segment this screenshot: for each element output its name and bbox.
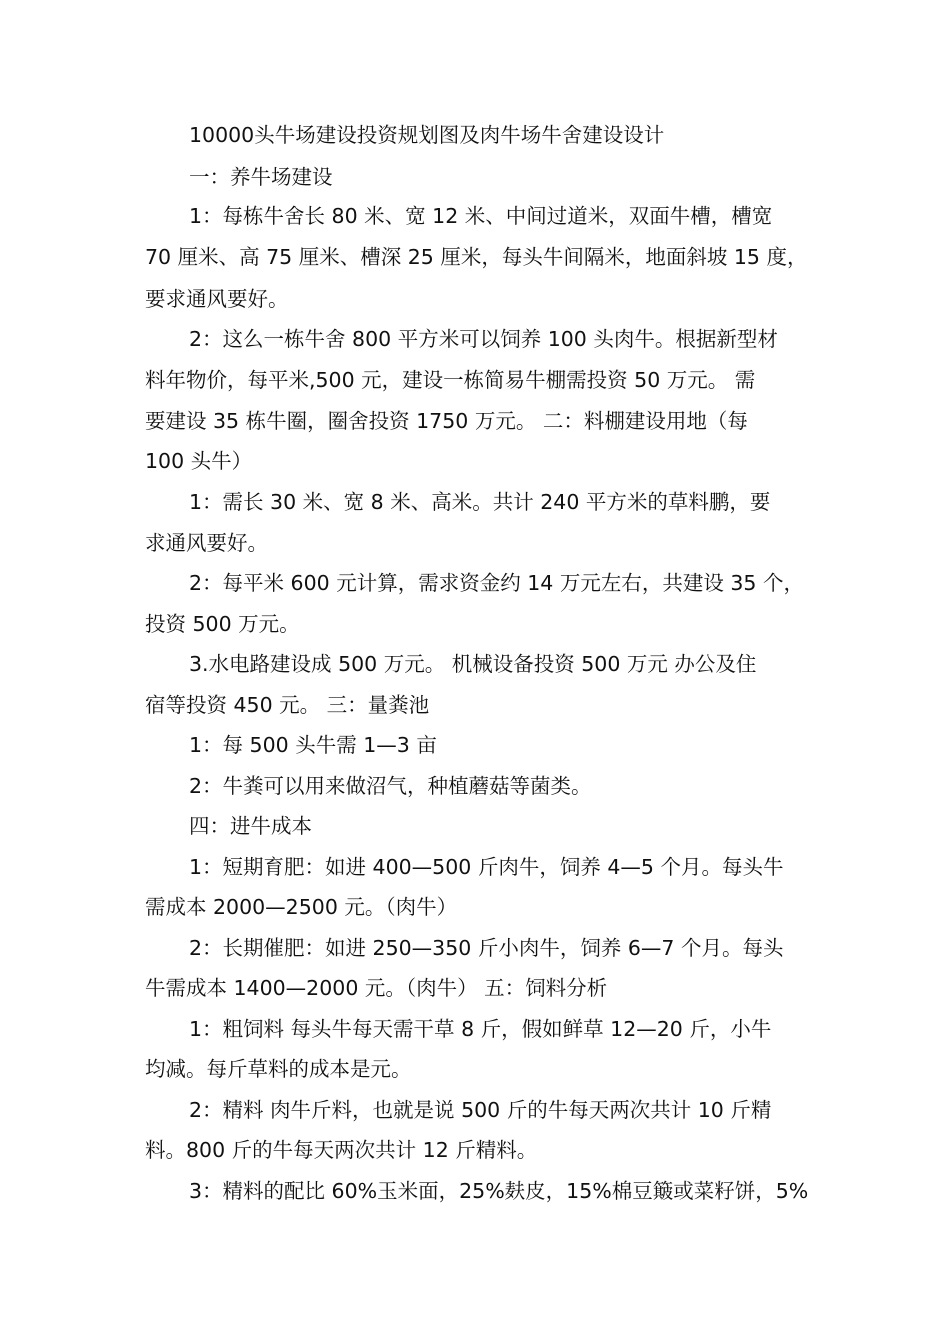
paragraph-line: 2：长期催肥：如进 250—350 斤小肉牛，饲养 6—7 个月。每头 bbox=[189, 936, 784, 960]
paragraph-line: 2：每平米 600 元计算，需求资金约 14 万元左右，共建设 35 个， bbox=[189, 571, 804, 595]
paragraph-line: 需成本 2000—2500 元。（肉牛） bbox=[145, 895, 458, 919]
section-heading: 一：养牛场建设 bbox=[189, 165, 333, 189]
paragraph-line: 料。800 斤的牛每天两次共计 12 斤精料。 bbox=[145, 1138, 538, 1162]
paragraph-line: 1：粗饲料 每头牛每天需干草 8 斤，假如鲜草 12—20 斤，小牛 bbox=[189, 1017, 772, 1041]
paragraph-line: 1：短期育肥：如进 400—500 斤肉牛，饲养 4—5 个月。每头牛 bbox=[189, 855, 784, 879]
paragraph-line: 3.水电路建设成 500 万元。 机械设备投资 500 万元 办公及住 bbox=[189, 652, 757, 676]
paragraph-line: 均减。每斤草料的成本是元。 bbox=[145, 1057, 412, 1081]
paragraph-line: 要建设 35 栋牛圈，圈舍投资 1750 万元。 二：料棚建设用地（每 bbox=[145, 409, 748, 433]
paragraph-line: 2：精料 肉牛斤料，也就是说 500 斤的牛每天两次共计 10 斤精 bbox=[189, 1098, 772, 1122]
paragraph-line: 70 厘米、高 75 厘米、槽深 25 厘米，每头牛间隔米，地面斜坡 15 度， bbox=[145, 245, 808, 269]
paragraph-line: 1：每栋牛舍长 80 米、宽 12 米、中间过道米，双面牛槽，槽宽 bbox=[189, 204, 773, 228]
paragraph-line: 2：牛粪可以用来做沼气，种植蘑菇等菌类。 bbox=[189, 774, 592, 798]
document-title: 10000头牛场建设投资规划图及肉牛场牛舍建设设计 bbox=[189, 123, 665, 147]
paragraph-line: 求通风要好。 bbox=[145, 531, 268, 555]
paragraph-line: 要求通风要好。 bbox=[145, 287, 289, 311]
paragraph-line: 1：需长 30 米、宽 8 米、高米。共计 240 平方米的草料鹏，要 bbox=[189, 490, 771, 514]
paragraph-line: 牛需成本 1400—2000 元。（肉牛） 五：饲料分析 bbox=[145, 976, 608, 1000]
paragraph-line: 投资 500 万元。 bbox=[145, 612, 300, 636]
paragraph-line: 宿等投资 450 元。 三：量粪池 bbox=[145, 693, 430, 717]
paragraph-line: 料年物价，每平米,500 元，建设一栋简易牛棚需投资 50 万元。 需 bbox=[145, 368, 756, 392]
paragraph-line: 100 头牛） bbox=[145, 449, 253, 473]
paragraph-line: 2：这么一栋牛舍 800 平方米可以饲养 100 头肉牛。根据新型材 bbox=[189, 327, 778, 351]
paragraph-line: 1：每 500 头牛需 1—3 亩 bbox=[189, 733, 437, 757]
paragraph-line: 3：精料的配比 60%玉米面，25%麸皮，15%棉豆簸或菜籽饼，5% bbox=[189, 1179, 809, 1203]
section-heading: 四：进牛成本 bbox=[189, 814, 312, 838]
